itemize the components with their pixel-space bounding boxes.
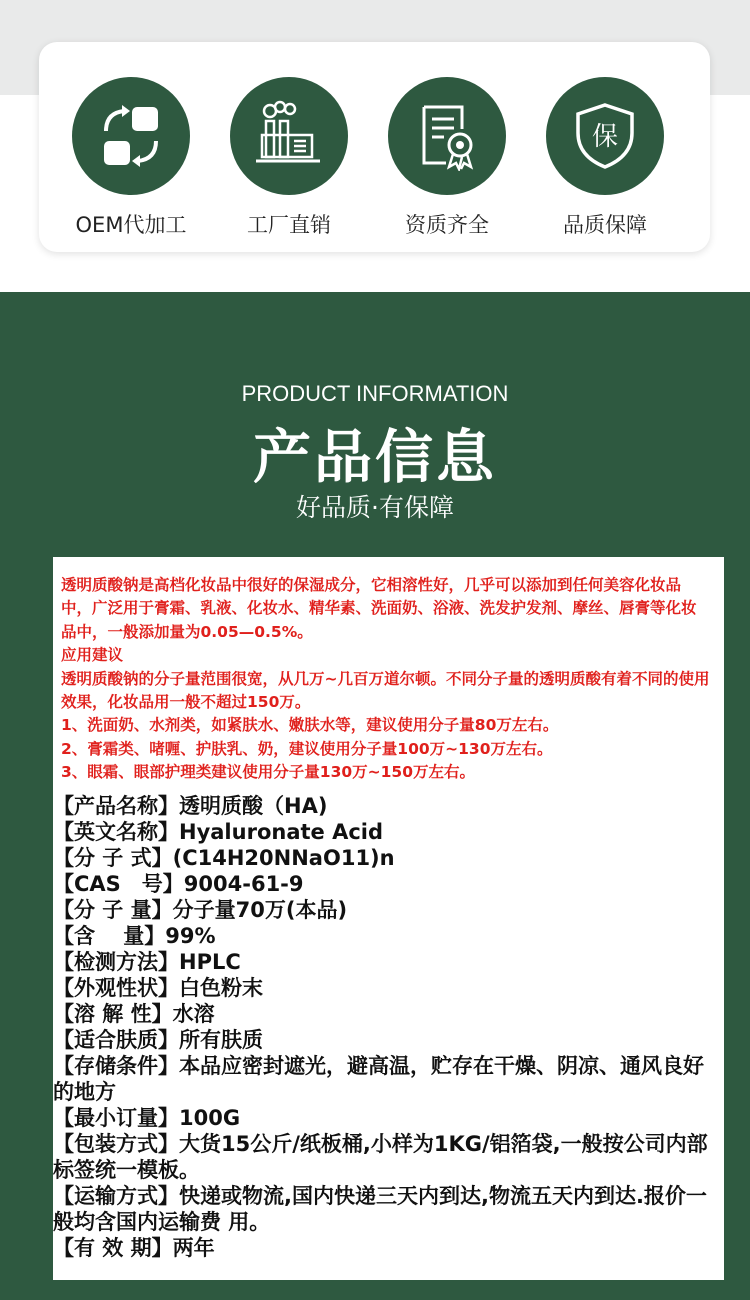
usage-item: 3、眼霜、眼部护理类建议使用分子量130万~150万左右。	[61, 763, 475, 782]
certificate-icon	[412, 101, 482, 171]
feature-icon-circle	[388, 77, 506, 195]
feature-label: OEM代加工	[75, 213, 187, 237]
spec-shelf-life: 【有 效 期】两年	[53, 1236, 215, 1260]
spec-storage: 【存储条件】本品应密封遮光，避高温，贮存在干燥、阴凉、通风良好的地方	[53, 1054, 704, 1104]
spec-shipping: 【运输方式】快递或物流,国内快递三天内到达,物流五天内到达.报价一般均含国内运输费 用。	[53, 1184, 707, 1234]
feature-icon-circle	[230, 77, 348, 195]
spec-molecular-weight: 【分 子 量】分子量70万(本品)	[53, 898, 348, 922]
section-subtitle-en: PRODUCT INFORMATION	[241, 381, 509, 406]
product-description	[61, 574, 711, 785]
factory-icon	[252, 99, 326, 173]
feature-label: 资质齐全	[405, 213, 489, 237]
usage-item: 1、洗面奶、水剂类，如紧肤水、嫩肤水等，建议使用分子量80万左右。	[61, 716, 559, 735]
spec-skin-type: 【适合肤质】所有肤质	[53, 1028, 263, 1052]
feature-factory	[214, 77, 364, 239]
feature-oem	[56, 77, 206, 239]
shield-icon	[570, 101, 640, 171]
feature-icon-circle	[546, 77, 664, 195]
spec-test-method: 【检测方法】HPLC	[53, 950, 241, 974]
info-panel	[53, 557, 724, 1280]
exchange-squares-icon	[96, 101, 166, 171]
spec-appearance: 【外观性状】白色粉末	[53, 976, 263, 1000]
feature-certificate	[372, 77, 522, 239]
spec-formula: 【分 子 式】(C14H20NNaO11)n	[53, 846, 395, 870]
description-paragraph: 透明质酸钠的分子量范围很宽，从几万~几百万道尔顿。不同分子量的透明质酸有着不同的使用效果，化妆品用一般不超过150万。	[61, 669, 710, 712]
feature-icon-circle	[72, 77, 190, 195]
spec-english-name: 【英文名称】Hyaluronate Acid	[53, 820, 384, 844]
spec-cas: 【CAS 号】9004-61-9	[53, 872, 304, 896]
spec-min-order: 【最小订量】100G	[53, 1106, 241, 1130]
spec-solubility: 【溶 解 性】水溶	[53, 1002, 215, 1026]
section-slogan: 好品质·有保障	[296, 493, 454, 522]
usage-item: 2、膏霜类、啫喱、护肤乳、奶，建议使用分子量100万~130万左右。	[61, 739, 553, 758]
feature-card	[39, 42, 710, 252]
spec-list	[53, 793, 721, 1261]
feature-label: 工厂直销	[247, 213, 331, 237]
feature-label: 品质保障	[563, 213, 647, 237]
section-title: 产品信息	[252, 423, 497, 491]
spec-product-name: 【产品名称】透明质酸（HA)	[53, 794, 328, 818]
spec-content: 【含 量】99%	[53, 924, 216, 948]
spec-packaging: 【包装方式】大货15公斤/纸板桶,小样为1KG/铝箔袋,一般按公司内部标签统一模板。	[53, 1132, 708, 1182]
description-paragraph: 透明质酸钠是高档化妆品中很好的保湿成分，它相溶性好，几乎可以添加到任何美容化妆品中，广泛用于膏霜、乳液、化妆水、精华素、洗面奶、浴液、洗发护发剂、摩丝、唇膏等化妆品中，一般添加量为0.05—0.5%。	[61, 576, 697, 641]
shield-glyph: 保	[591, 122, 619, 152]
feature-quality	[530, 77, 680, 239]
usage-heading: 应用建议	[61, 646, 124, 665]
